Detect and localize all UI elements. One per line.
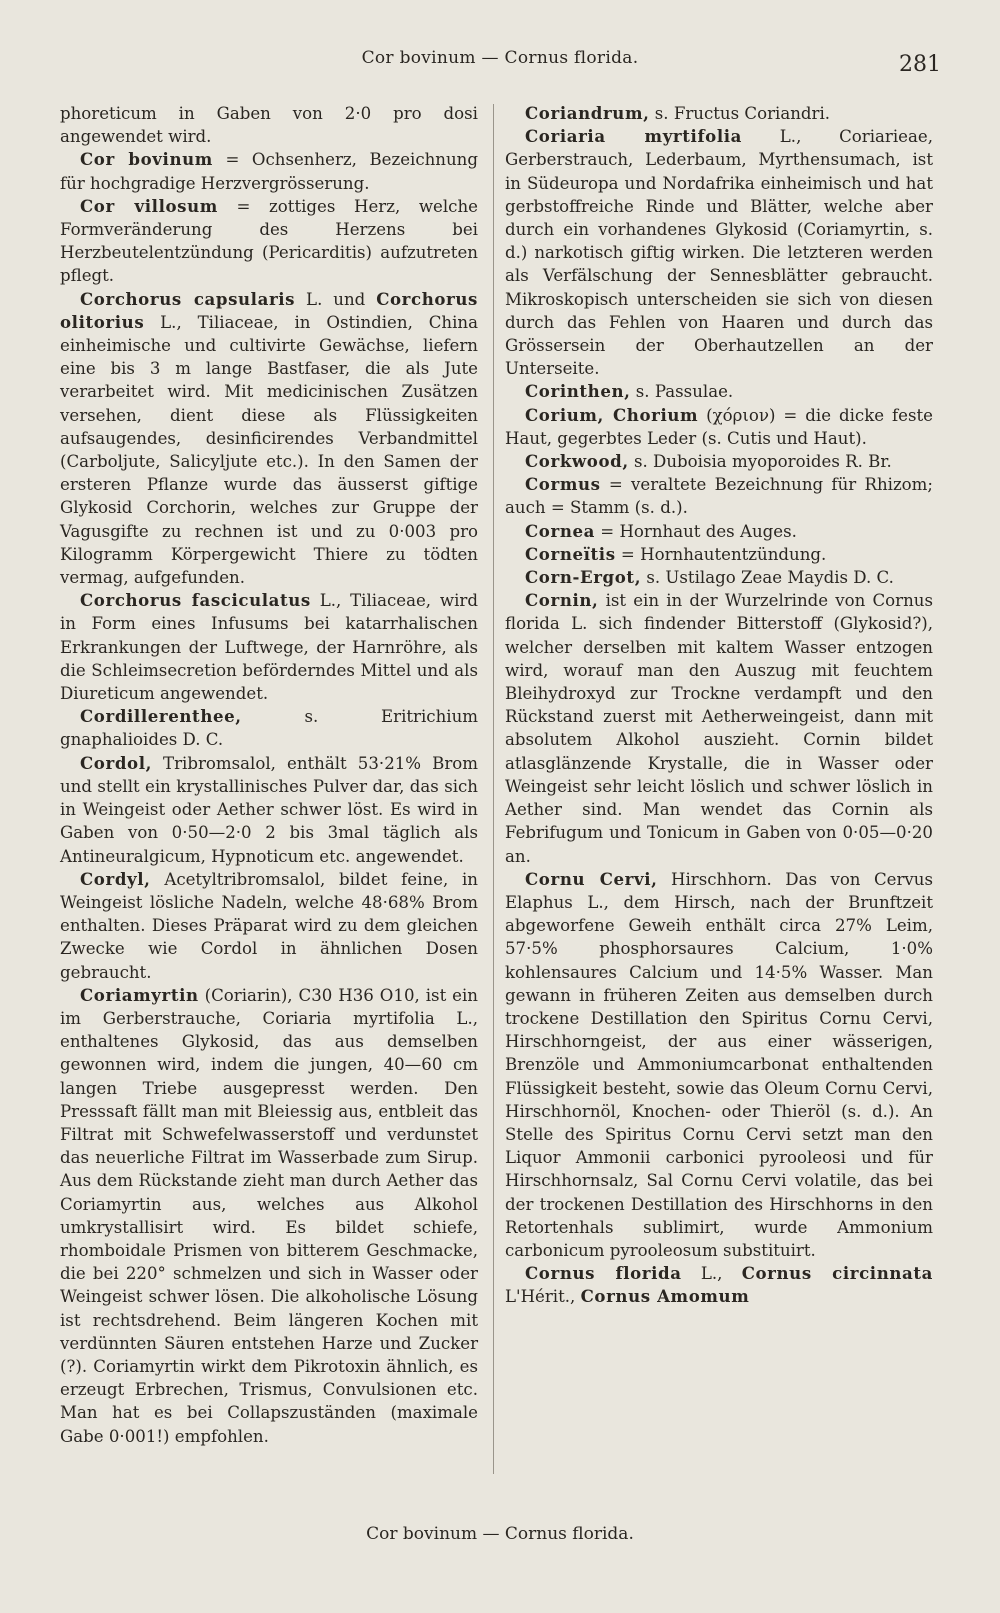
entry-coriaria-myrtifolia: Coriaria myrtifolia L., Coriarieae, Gerberstrauch, Lederbaum, Myrthensumach, ist in Südeuropa und Nordafrika einheimisch und hat gerbstoffreiche Rinde und Blätter, welche aber durch ein vorhandenes Glykosid (Coriamyrtin, s. d.) narkotisch giftig wirken. Die letzteren werden als Verfälschung der Sennesblätter gebraucht. Mikroskopisch unterscheiden sie sich von diesen durch das Fehlen von Haaren und durch das Grössersein der Oberhautzellen an der Unterseite. [505, 126, 933, 379]
entry-continuation: phoreticum in Gaben von 2·0 pro dosi angewendet wird. [60, 104, 478, 147]
entry-coriamyrtin: Coriamyrtin (Coriarin), C30 H36 O10, ist ein im Gerberstrauche, Coriaria myrtifolia L., enthaltenes Glykosid, das aus demselben gewonnen wird, indem die jungen, 40—60 cm langen Triebe ausgepresst werden. Den Presssaft fällt man mit Bleiessig aus, entbleit das Filtrat mit Schwefelwasserstoff und verdunstet das neuerliche Filtrat im Wasserbade zum Sirup. Aus dem Rückstande zieht man durch Aether das Coriamyrtin aus, welches aus Alkohol umkrystallisirt wird. Es bildet schiefe, rhomboidale Prismen von bitterem Geschmacke, die bei 220° schmelzen und sich in Wasser oder Weingeist schwer lösen. Die alkoholische Lösung ist rechtsdrehend. Beim längeren Kochen mit verdünnten Säuren entstehen Harze und Zucker (?). Coriamyrtin wirkt dem Pikrotoxin ähnlich, es erzeugt Erbrechen, Trismus, Convulsionen etc. Man hat es bei Collapszuständen (maximale Gabe 0·001!) empfohlen. [60, 984, 478, 1446]
running-head: Cor bovinum — Cornus florida. [361, 48, 639, 68]
entry-cormus: Cormus = veraltete Bezeichnung für Rhizom; auch = Stamm (s. d.). [505, 474, 933, 518]
entry-corchorus-fasciculatus: Corchorus fasciculatus L., Tiliaceae, wird in Form eines Infusums bei katarrhalischen Erkrankungen der Luftwege, der Harnröhre, als die Schleimsecretion beförderndes Mittel und als Diureticum angewendet. [60, 590, 478, 704]
entry-corinthen: Corinthen, s. Passulae. [525, 381, 734, 402]
entry-corchorus-capsularis: Corchorus capsularis L. und Corchorus olitorius L., Tiliaceae, in Ostindien, China einheimische und cultivirte Gewächse, liefern eine bis 3 m lange Bastfaser, die als Jute verarbeitet wird. Mit medicinischen Zusätzen versehen, dient diese als Flüssigkeiten aufsaugendes, desinficirendes Verbandmittel (Carboljute, Salicyljute etc.). In den Samen der ersteren Pflanze wurde das äusserst giftige Glykosid Corchorin, welches zur Gruppe der Vagusgifte zu rechnen ist und zu 0·003 pro Kilogramm Körpergewicht Thiere zu tödten vermag, aufgefunden. [60, 288, 478, 588]
entry-corneitis: Corneïtis = Hornhautentzündung. [525, 543, 827, 564]
column-rule [493, 104, 494, 1474]
entry-corkwood: Corkwood, s. Duboisia myoporoides R. Br. [525, 451, 892, 472]
right-column [505, 102, 933, 1309]
entry-cornus-florida: Cornus florida L., Cornus circinnata L'Hérit., Cornus Amomum [505, 1263, 933, 1307]
entry-cor-bovinum: Cor bovinum = Ochsenherz, Bezeichnung für hochgradige Herzvergrösserung. [60, 149, 478, 193]
left-column [60, 102, 478, 1448]
entry-cordillerenthee: Cordillerenthee, s. Eritrichium gnaphalioides D. C. [60, 706, 478, 750]
entry-cornea: Cornea = Hornhaut des Auges. [525, 520, 797, 541]
entry-coriandrum: Coriandrum, s. Fructus Coriandri. [525, 103, 831, 123]
entry-cor-villosum: Cor villosum = zottiges Herz, welche Formveränderung des Herzens bei Herzbeutelentzündung (Pericarditis) aufzutreten pflegt. [60, 195, 478, 286]
entry-cordyl: Cordyl, Acetyltribromsalol, bildet feine, in Weingeist lösliche Nadeln, welche 48·68% Brom enthalten. Dieses Präparat wird zu dem gleichen Zwecke wie Cordol in ähnlichen Dosen gebraucht. [60, 868, 478, 982]
footer-catchword: Cor bovinum — Cornus florida. [366, 1524, 634, 1544]
entry-cornu-cervi: Cornu Cervi, Hirschhorn. Das von Cervus Elaphus L., dem Hirsch, nach der Brunftzeit abgeworfene Geweih enthält circa 27% Leim, 57·5% phosphorsaures Calcium, 1·0% kohlensaures Calcium und 14·5% Wasser. Man gewann in früheren Zeiten aus demselben durch trockene Destillation den Spiritus Cornu Cervi, Hirschhorngeist, der aus einer wässerigen, Brenzöle und Ammoniumcarbonat enthaltenden Flüssigkeit besteht, sowie das Oleum Cornu Cervi, Hirschhornöl, Knochen- oder Thieröl (s. d.). An Stelle des Spiritus Cornu Cervi setzt man den Liquor Ammonii carbonici pyrooleosi und für Hirschhornsalz, Sal Cornu Cervi volatile, das bei der trockenen Destillation des Hirschhorns in den Retortenhals sublimirt, wurde Ammonium carbonicum pyrooleosum substituirt. [505, 868, 933, 1260]
entry-corn-ergot: Corn-Ergot, s. Ustilago Zeae Maydis D. C. [525, 567, 894, 588]
page-number: 281 [899, 52, 941, 77]
entry-corium: Corium, Chorium (χόριον) = die dicke feste Haut, gegerbtes Leder (s. Cutis und Haut). [505, 404, 933, 448]
entry-cordol: Cordol, Tribromsalol, enthält 53·21% Brom und stellt ein krystallinisches Pulver dar, das sich in Weingeist oder Aether schwer löst. Es wird in Gaben von 0·50—2·0 2 bis 3mal täglich als Antineuralgicum, Hypnoticum etc. angewendet. [60, 752, 478, 866]
entry-cornin: Cornin, ist ein in der Wurzelrinde von Cornus florida L. sich findender Bitterstoff (Glykosid?), welcher derselben mit kaltem Wasser entzogen wird, worauf man den Auszug mit feuchtem Bleihydroxyd zur Trockne verdampft und den Rückstand zuerst mit Aetherweingeist, dann mit absolutem Alkohol auszieht. Cornin bildet atlasglänzende Krystalle, die in Wasser oder Weingeist sehr leicht löslich und schwer löslich in Aether sind. Man wendet das Cornin als Febrifugum und Tonicum in Gaben von 0·05—0·20 an. [505, 590, 933, 866]
